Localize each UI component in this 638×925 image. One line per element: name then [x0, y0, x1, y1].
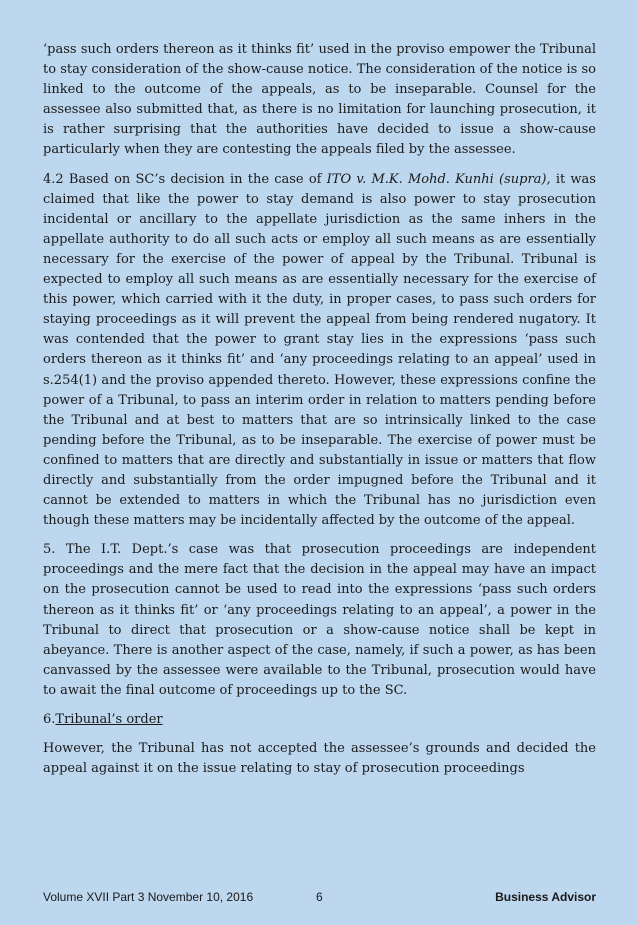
paragraph-4-2-lead: 4.2 Based on SC’s decision in the case of [43, 171, 327, 187]
paragraph-tribunal-decision: However, the Tribunal has not accepted the assessee’s grounds and decided the appeal against it on the issue relating to stay of prosecution proceedings [43, 741, 596, 777]
paragraph-5: 5. The I.T. Dept.’s case was that prosecution proceedings are independent proceedings and the mere fact that the decision in the appeal may have an impact on the prosecution cannot be used to read into the expressions ‘pass such orders thereon as it thinks fit’ or ‘any proceedings relating to an appeal’, a power in the Tribunal to direct that prosecution or a show-cause notice shall be kept in abeyance. There is another aspect of the case, namely, if such a power, as has been canvassed by the assessee were available to the Tribunal, prosecution would have to await the final outcome of proceedings up to the SC. [43, 542, 596, 698]
page-footer [43, 890, 596, 906]
section-number: 6. [43, 712, 56, 727]
section-heading-tribunal-order [43, 710, 596, 730]
document-body [43, 40, 596, 788]
case-citation: ITO v. M.K. Mohd. Kunhi (supra), [326, 171, 551, 187]
paragraph-4-2-rest: it was claimed that like the power to stay demand is also power to stay prosecution incidental or ancillary to the appellate jurisdiction as the same inhers in the appellate authority to do all such acts or employ all such means as are essentially necessary for the exercise of the power of appeal by the Tribunal. Tribunal is expected to employ all such means as are essentially necessary for the exercise of this power, which carried with it the duty, in proper cases, to pass such orders for staying proceedings as it will prevent the appeal from being rendered nugatory. It was contended that the power to grant stay lies in the expressions ‘pass such orders thereon as it thinks fit’ and ‘any proceedings relating to an appeal’ used in s.254(1) and the proviso appended thereto. However, these expressions confine the power of a Tribunal, to pass an interim order in relation to matters pending before the Tribunal and at best to matters that are so intrinsically linked to the case pending before the Tribunal, as to be inseparable. The exercise of power must be confined to matters that are directly and substantially in issue or matters that flow directly and substantially from the order impugned before the Tribunal and it cannot be extended to matters in which the Tribunal has no jurisdiction even though these matters may be incidentally affected by the outcome of the appeal. [43, 171, 596, 529]
section-title: Tribunal’s order [55, 712, 163, 727]
footer-publication: Business Advisor [495, 890, 596, 904]
footer-volume: Volume XVII Part 3 November 10, 2016 [43, 890, 254, 904]
footer-page-number: 6 [316, 890, 323, 904]
paragraph-4-2 [43, 170, 596, 532]
paragraph-proviso: ‘pass such orders thereon as it thinks fit’ used in the proviso empower the Tribunal to stay consideration of the show-cause notice. The consideration of the notice is so linked to the outcome of the appeals, as to be inseparable. Counsel for the assessee also submitted that, as there is no limitation for launching prosecution, it is rather surprising that the authorities have decided to issue a show-cause particularly when they are contesting the appeals filed by the assessee. [43, 42, 596, 158]
